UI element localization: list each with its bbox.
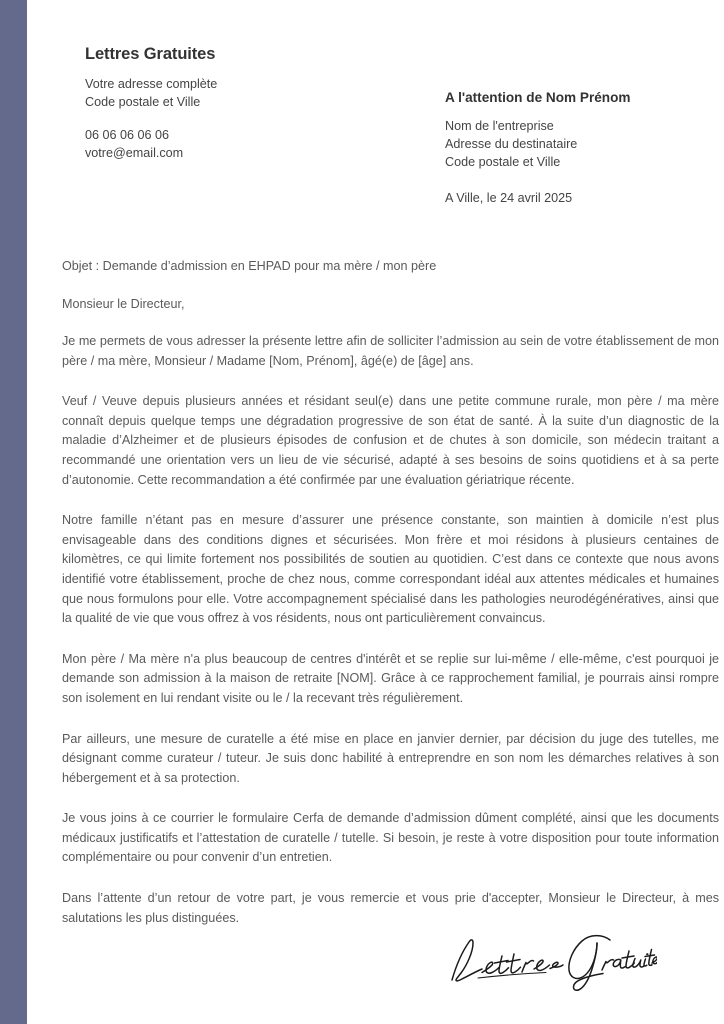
accent-side-bar — [0, 0, 27, 1024]
letter-date: A Ville, le 24 avril 2025 — [445, 191, 573, 205]
letter-header — [27, 0, 724, 205]
sender-phone: 06 06 06 06 06 — [85, 128, 170, 142]
sender-spacer — [85, 111, 385, 126]
sender-address-line-1: Votre adresse complète — [85, 77, 218, 91]
signature-script-icon — [442, 930, 657, 992]
recipient-attention: A l'attention de Nom Prénom — [445, 90, 631, 105]
letter-paragraph: Notre famille n’étant pas en mesure d’assurer une présence constante, son maintien à domicile n’est plus envisageable dans des conditions dignes et sécurisées. Mon frère et moi résidons à plusieurs centaines de kilomètres, ce qui limite fortement nos possibilités de soutien au quotidien. C’est dans ce contexte que nous avons identifié votre établissement, proche de chez nous, comme correspondant idéal aux attentes médicales et humaines que nous formulons pour elle. Votre accompagnement spécialisé dans les pathologies neurodégénératives, ainsi que la qualité de vie que vous offrez à vos résidents, nous ont particulièrement convaincus. — [62, 513, 719, 626]
recipient-city: Code postale et Ville — [445, 155, 561, 169]
sender-block — [85, 45, 385, 162]
sender-email: votre@email.com — [85, 146, 184, 160]
recipient-address: Adresse du destinataire — [445, 137, 578, 151]
letter-paragraph: Dans l’attente d’un retour de votre part, je vous remercie et vous prie d'accepter, Monsieur le Directeur, à mes salutations les plus distinguées. — [62, 891, 719, 925]
recipient-company: Nom de l'entreprise — [445, 119, 554, 133]
recipient-block — [445, 90, 715, 205]
letter-paragraph: Veuf / Veuve depuis plusieurs années et résidant seul(e) dans une petite commune rurale, mon père / ma mère connaît depuis quelque temps une dégradation progressive de son état de santé. À la suite d’un diagnostic de la maladie d’Alzheimer et de plusieurs épisodes de confusion et de chutes à son domicile, son médecin traitant a recommandé une orientation vers un lieu de vie sécurisé, adapté à ses besoins de soins quotidiens et à sa perte d’autonomie. Cette recommandation a été confirmée par une évaluation gériatrique récente. — [62, 394, 719, 487]
sender-name: Lettres Gratuites — [85, 45, 216, 63]
letter-paragraph: Je vous joins à ce courrier le formulaire Cerfa de demande d’admission dûment complété, ainsi que les documents médicaux justificatifs et l’attestation de curatelle / tutelle. Si besoin, je reste à votre disposition pour toute information complémentaire ou pour convenir d’un entretien. — [62, 811, 719, 865]
sender-address-line-2: Code postale et Ville — [85, 95, 201, 109]
letter-content — [27, 0, 724, 1024]
letter-paragraph: Mon père / Ma mère n'a plus beaucoup de centres d'intérêt et se replie sur lui-même / elle-même, c'est pourquoi je demande son admission à la maison de retraite [NOM]. Grâce à ce rapprochement familial, je pourrais ainsi rompre son isolement en lui rendant visite ou le / la recevant très régulièrement. — [62, 651, 719, 705]
letter-salutation: Monsieur le Directeur, — [62, 297, 185, 311]
letter-paragraph: Par ailleurs, une mesure de curatelle a été mise en place en janvier dernier, par décision du juge des tutelles, me désignant comme curateur / tuteur. Je suis donc habilité à entreprendre en son nom les démarches relatives à son hébergement et à sa protection. — [62, 731, 719, 785]
signature — [442, 930, 672, 1000]
letter-subject: Objet : Demande d’admission en EHPAD pour ma mère / mon père — [62, 259, 437, 273]
letter-paragraph: Je me permets de vous adresser la présente lettre afin de solliciter l’admission au sein de votre établissement de mon père / ma mère, Monsieur / Madame [Nom, Prénom], âgé(e) de [âge] ans. — [62, 334, 719, 368]
letter-body — [62, 258, 719, 928]
